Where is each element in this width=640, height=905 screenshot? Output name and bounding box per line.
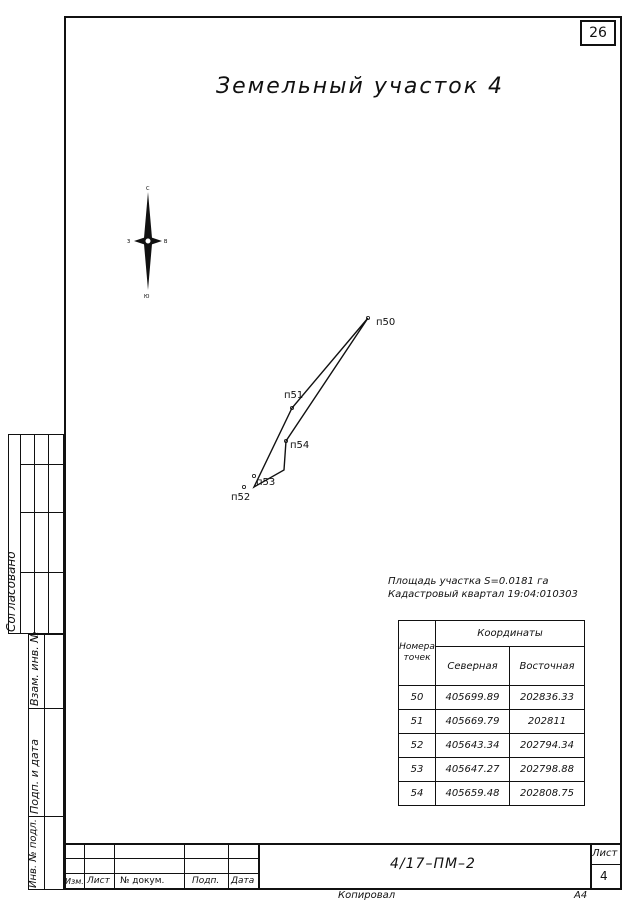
document-number: 4/17–ПМ–2 — [390, 856, 476, 872]
cell-point-number: 50 — [399, 686, 436, 710]
cell-north: 405659.48 — [436, 782, 510, 806]
inv-orig-label: Инв. № подл. — [28, 819, 39, 888]
col-doc: № докум. — [120, 876, 165, 886]
compass-w-label: З — [127, 239, 131, 245]
compass-n-label: С — [146, 186, 150, 192]
col-sheet: Лист — [87, 876, 110, 886]
compass-e-label: В — [164, 239, 168, 245]
table-row — [399, 686, 585, 710]
cell-north: 405643.34 — [436, 734, 510, 758]
cell-east: 202798.88 — [510, 758, 585, 782]
cell-point-number: 52 — [399, 734, 436, 758]
table-header-north: Северная — [436, 647, 510, 686]
compass-south-needle — [144, 244, 152, 290]
cell-point-number: 51 — [399, 710, 436, 734]
col-change: Изм. — [65, 877, 84, 886]
compass-north-needle — [144, 192, 152, 238]
inv-replace-label: Взам. инв. № — [28, 631, 41, 706]
parcel-boundary — [254, 318, 368, 487]
sheet-number-box: 26 — [580, 20, 616, 46]
point-marker-52 — [242, 485, 245, 488]
cell-north: 405699.89 — [436, 686, 510, 710]
sheet-label: Лист — [592, 848, 618, 859]
format-label: А4 — [574, 890, 588, 901]
north-arrow-compass — [126, 182, 172, 302]
point-label-52: п52 — [231, 492, 251, 503]
cadastral-quarter: Кадастровый квартал 19:04:010303 — [388, 589, 578, 600]
table-row — [399, 710, 585, 734]
sign-date-label: Подп. и дата — [28, 739, 41, 814]
table-row — [399, 782, 585, 806]
copied-label: Копировал — [338, 890, 396, 901]
cell-north: 405669.79 — [436, 710, 510, 734]
col-sign: Подп. — [192, 876, 220, 886]
coordinates-table — [398, 620, 585, 806]
parcel-area: Площадь участка S=0.0181 га — [388, 576, 549, 587]
table-row — [399, 758, 585, 782]
table-header-numbers: Номера точек — [399, 621, 436, 686]
cell-east: 202808.75 — [510, 782, 585, 806]
compass-west-needle — [134, 237, 146, 245]
compass-s-label: Ю — [144, 294, 150, 300]
agreed-label: Согласовано — [4, 551, 18, 632]
point-label-53: п53 — [256, 477, 276, 488]
point-label-54: п54 — [290, 440, 310, 451]
compass-east-needle — [150, 237, 162, 245]
cell-point-number: 54 — [399, 782, 436, 806]
parcel-info — [388, 575, 578, 601]
point-label-50: п50 — [376, 317, 396, 328]
cell-east: 202811 — [510, 710, 585, 734]
sheet-value: 4 — [600, 869, 608, 883]
point-label-51: п51 — [284, 390, 304, 401]
table-row — [399, 734, 585, 758]
table-header-coordinates: Координаты — [436, 621, 585, 647]
cell-east: 202794.34 — [510, 734, 585, 758]
page-title: Земельный участок 4 — [216, 74, 504, 99]
table-header-east: Восточная — [510, 647, 585, 686]
cell-north: 405647.27 — [436, 758, 510, 782]
cell-east: 202836.33 — [510, 686, 585, 710]
col-date: Дата — [231, 876, 255, 886]
cell-point-number: 53 — [399, 758, 436, 782]
